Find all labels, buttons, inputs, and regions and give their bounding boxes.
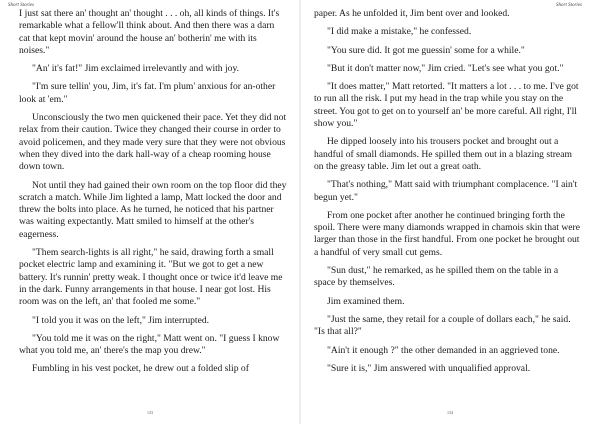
paragraph: "Ain't it enough ?" the other demanded in an aggrieved tone. bbox=[327, 344, 560, 356]
paragraph: "Just the same, they retail for a couple of dollars each," he said. "Is that all?" bbox=[314, 313, 571, 338]
paragraph: "Sun dust," he remarked, as he spilled them on the table in a space by themselves. bbox=[314, 265, 559, 289]
paragraph: Unconsciously the two men quickened their pace. Yet they did not relax from their caution. Twice they changed their course in order to avoid policemen, and they made very sure that they were not obvious when they dived into the dark hall-way of a cheap rooming house down town. bbox=[19, 112, 287, 173]
paragraph: Not until they had gained their own room on the top floor did they scratch a match. While Jim lighted a lamp, Matt locked the door and threw the bolts into place. As he turned, he noticed that his partner was waiting expectantly. Matt smiled to himself at the other's eagerness. bbox=[19, 179, 287, 240]
paragraph: Fumbling in his vest pocket, he drew out a folded slip of bbox=[32, 363, 249, 375]
paragraph: "I did make a mistake," he confessed. bbox=[327, 26, 472, 38]
paragraph: "Sure it is," Jim answered with unqualified approval. bbox=[327, 362, 531, 374]
right-body-text bbox=[314, 8, 580, 381]
paragraph: "But it don't matter now," Jim cried. "Let's see what you got." bbox=[327, 62, 564, 74]
paragraph: "I told you it was on the left," Jim interrupted. bbox=[32, 314, 210, 326]
paragraph: Jim examined them. bbox=[327, 295, 405, 307]
left-running-head: Short Stories bbox=[8, 3, 34, 8]
paragraph-continuation: paper. As he unfolded it, Jim bent over and looked. bbox=[314, 8, 510, 19]
paragraph: He dipped loosely into his trousers pocket and brought out a handful of small diamonds. He spilled them out in a blazing stream on the greasy table. Jim let out a great oath. bbox=[314, 136, 572, 172]
paragraph: "That's nothing," Matt said with triumphant complacence. "I ain't begun yet." bbox=[314, 179, 578, 203]
paragraph: "An' it's fat!" Jim exclaimed irrelevantly and with joy. bbox=[32, 63, 240, 75]
paragraph: "You told me it was on the right," Matt went on. "I guess I know what you told me, an' there's the map you drew." bbox=[19, 332, 280, 357]
paragraph: I just sat there an' thought an' thought . . . oh, all kinds of things. It's remarkable what a fellow'll think about. And then there was a darn cat that kept movin' around the house an' botherin' me with its noises." bbox=[19, 8, 280, 56]
right-page-number: 134 bbox=[447, 410, 453, 415]
paragraph: "It does matter," Matt retorted. "It matters a lot . . . to me. I've got to run all the risk. I put my head in the trap while you stay on the street. You got to get on to yourself an' be more careful. All right, I'll show you." bbox=[314, 81, 579, 130]
paragraph: From one pocket after another he continued bringing forth the spoil. There were many diamonds wrapped in chamois skin that were larger than those in the first handful. From one pocket he brought out a handful of very small cut gems. bbox=[314, 209, 580, 258]
paragraph: "You sure did. It got me guessin' some for a while." bbox=[327, 44, 525, 56]
paragraph: "Them search-lights is all right," he said, drawing forth a small pocket electric lamp and examining it. "But we got to get a new battery. It's runnin' pretty weak. I thought once or twice it'd leave me in the dark. Funny arrangements in that house. I near got lost. His room was on the left, an' that fooled me some." bbox=[19, 247, 283, 308]
paragraph: "I'm sure tellin' you, Jim, it's fat. I'm plum' anxious for an-other look at 'em." bbox=[19, 81, 276, 105]
left-page-number: 133 bbox=[147, 410, 153, 415]
left-body-text bbox=[19, 8, 287, 382]
right-page bbox=[300, 0, 600, 424]
right-running-head: Short Stories bbox=[556, 3, 582, 8]
